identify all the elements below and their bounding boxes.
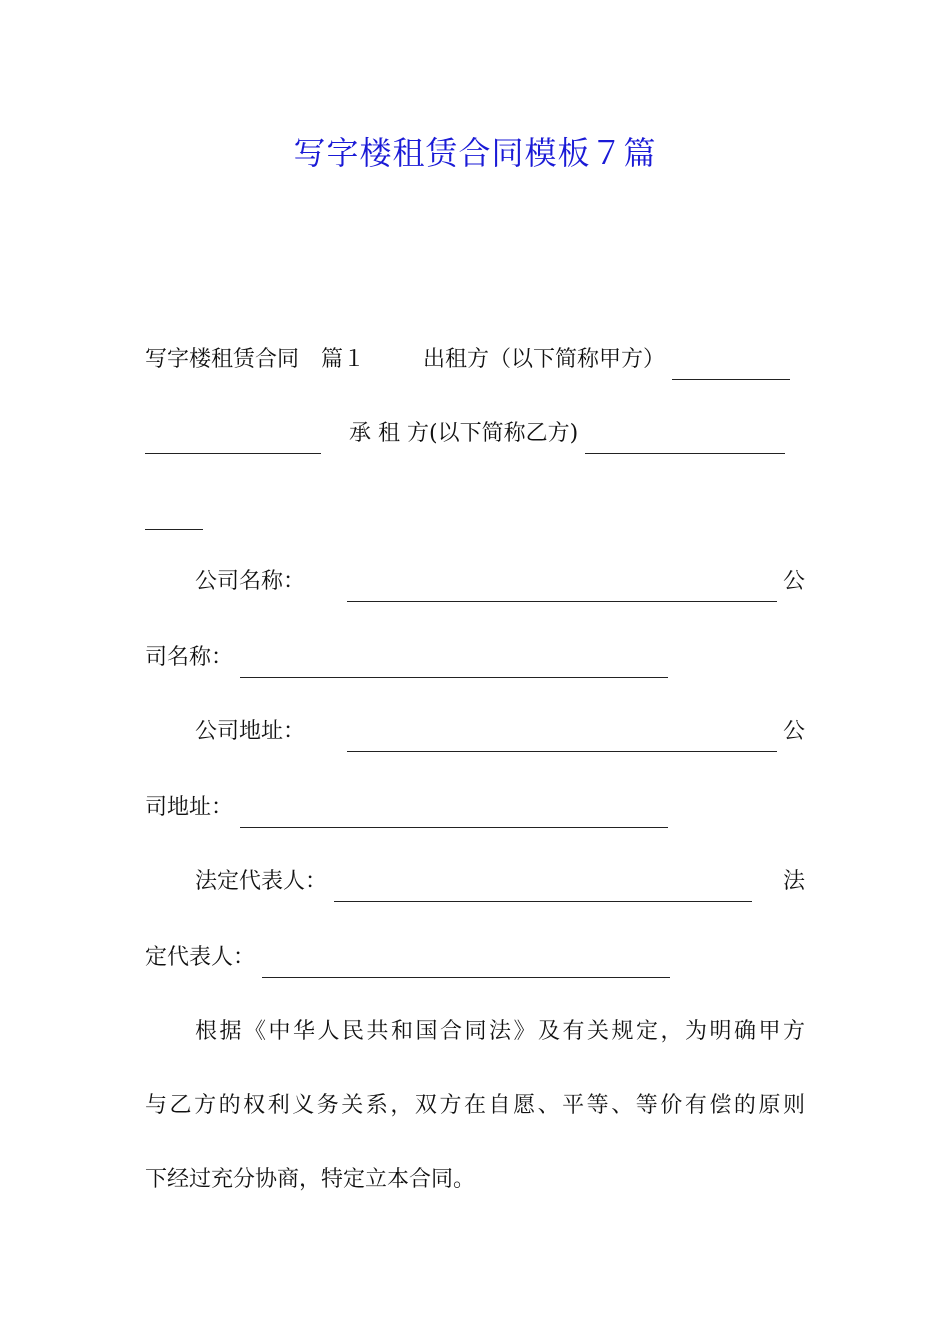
company-name-blank-b[interactable] bbox=[240, 649, 668, 678]
paragraph-line-3: 下经过充分协商，特定立本合同。 bbox=[145, 1167, 476, 1192]
company-name-blank-a[interactable] bbox=[347, 573, 777, 602]
lessee-blank[interactable] bbox=[585, 425, 785, 454]
heading-line bbox=[145, 340, 805, 380]
company-address-blank-b[interactable] bbox=[240, 799, 668, 828]
legal-rep-line bbox=[145, 862, 805, 902]
company-name-label: 公司名称： bbox=[195, 569, 306, 594]
lessee-label: 承 租 方(以下简称乙方) bbox=[349, 421, 579, 446]
lessor-blank-continued[interactable] bbox=[145, 425, 321, 454]
legal-rep-blank-b[interactable] bbox=[262, 949, 670, 978]
paragraph-line-2: 与乙方的权利义务关系，双方在自愿、平等、等价有偿的原则 bbox=[145, 1093, 805, 1118]
lessee-blank-line bbox=[145, 490, 805, 530]
contract-heading: 写字楼租赁合同 bbox=[145, 347, 300, 372]
legal-rep-blank-a[interactable] bbox=[334, 873, 752, 902]
company-address-line bbox=[145, 712, 805, 752]
company-name-label-b: 司名称： bbox=[145, 645, 234, 670]
contract-part: 篇１ bbox=[321, 347, 366, 372]
company-address-label-b: 司地址： bbox=[145, 795, 234, 820]
legal-rep-line-b bbox=[145, 938, 805, 978]
company-address-blank-a[interactable] bbox=[347, 723, 777, 752]
lessor-label: 出租方（以下简称甲方） bbox=[423, 347, 666, 372]
company-name-line bbox=[145, 562, 805, 602]
company-name-line-b bbox=[145, 638, 805, 678]
legal-rep-label-b: 定代表人： bbox=[145, 945, 256, 970]
company-address-line-b bbox=[145, 788, 805, 828]
lessor-blank[interactable] bbox=[672, 351, 790, 380]
company-name-wrap-char: 公 bbox=[782, 569, 805, 594]
lessee-blank-continued[interactable] bbox=[145, 501, 203, 530]
lessee-line bbox=[145, 414, 805, 454]
legal-rep-wrap-char: 法 bbox=[782, 869, 805, 894]
legal-rep-label: 法定代表人： bbox=[195, 869, 328, 894]
document-title: 写字楼租赁合同模板７篇 bbox=[293, 134, 657, 172]
paragraph-line-1: 根据《中华人民共和国合同法》及有关规定，为明确甲方 bbox=[195, 1019, 805, 1044]
company-address-label: 公司地址： bbox=[195, 719, 306, 744]
company-address-wrap-char: 公 bbox=[782, 719, 805, 744]
